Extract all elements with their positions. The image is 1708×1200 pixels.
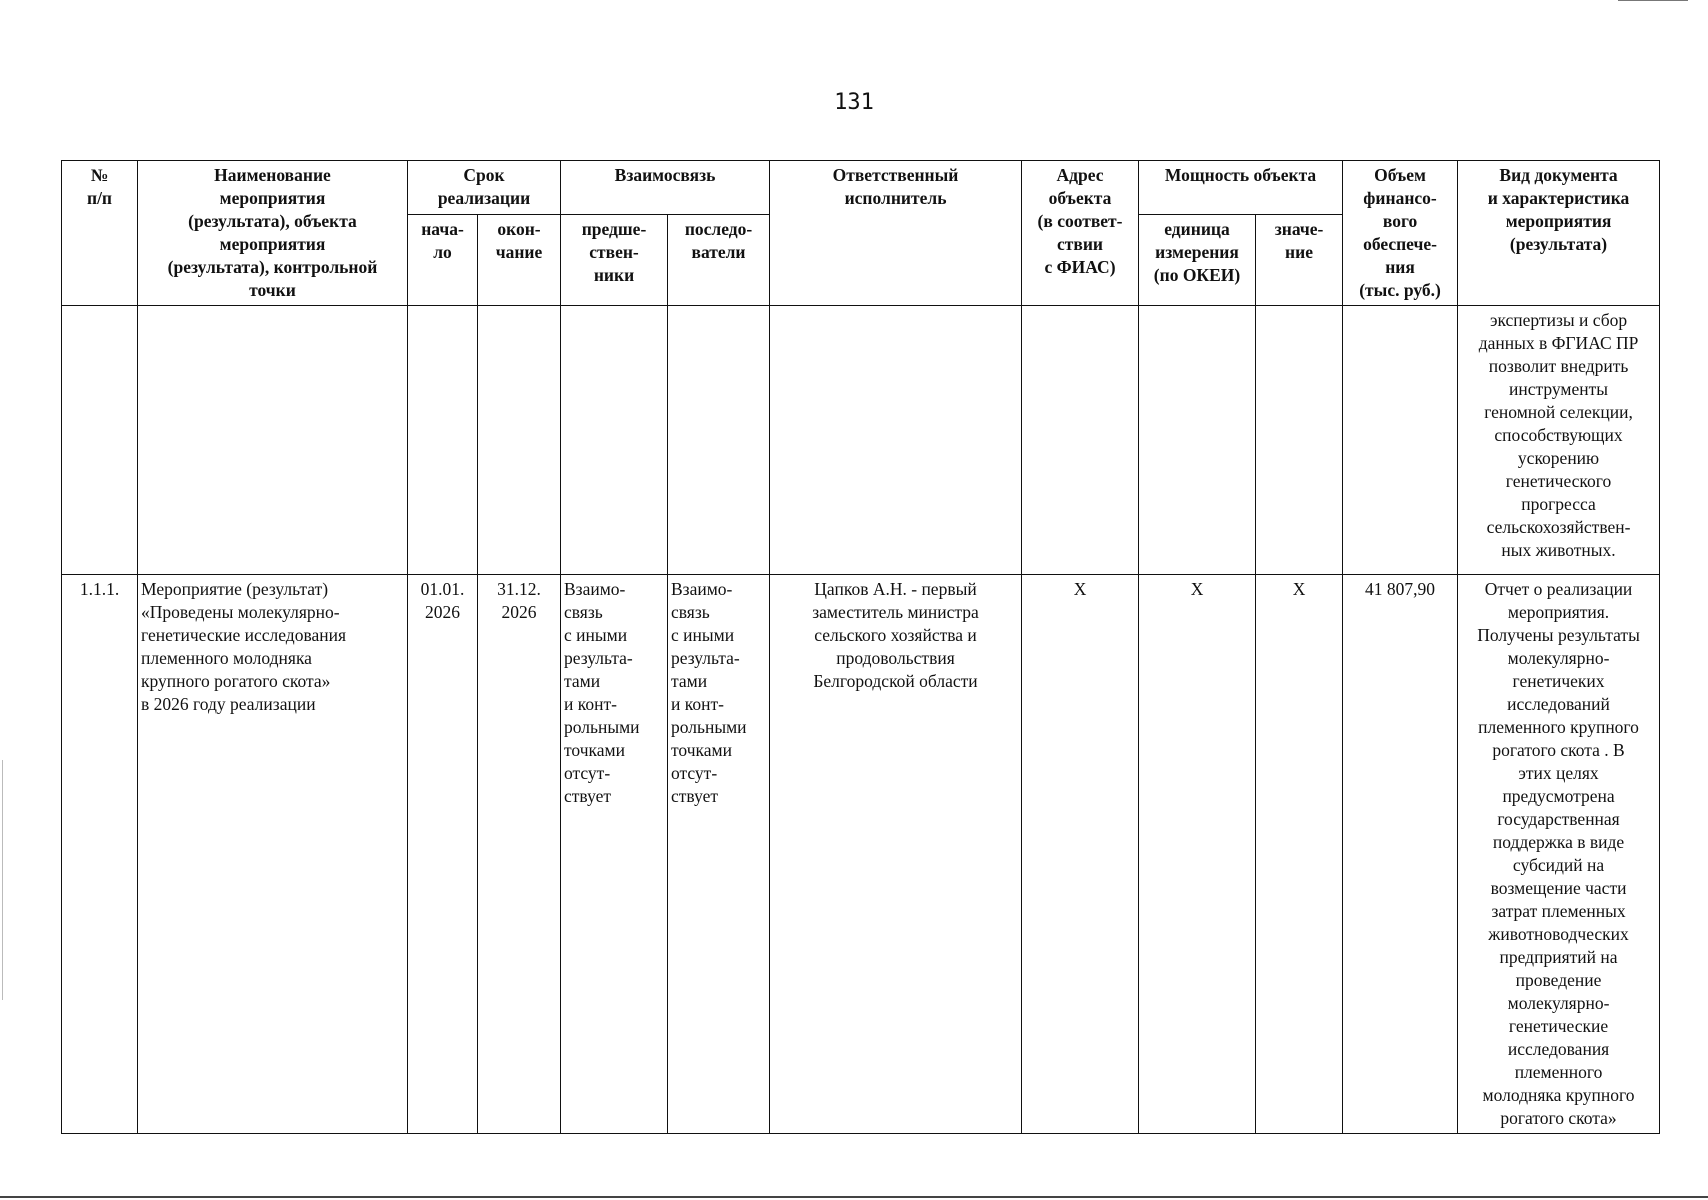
scan-edge-line <box>0 1196 1708 1198</box>
col-header-link-next: последо- ватели <box>668 214 770 305</box>
cell-prev <box>561 306 668 575</box>
cell-name <box>138 306 408 575</box>
cell-num: 1.1.1. <box>62 575 138 1134</box>
cell-executor: Цапков А.Н. - первый заместитель министра сельского хозяйства и продовольствия Белгородской области <box>770 575 1022 1134</box>
col-header-capacity: Мощность объекта <box>1139 161 1343 215</box>
cell-funding <box>1343 306 1458 575</box>
table-row-1-1-1 <box>62 575 1660 1134</box>
cell-executor <box>770 306 1022 575</box>
col-header-link-prev: предше- ствен- ники <box>561 214 668 305</box>
plan-table <box>61 160 1660 1134</box>
col-header-capacity-value: значе- ние <box>1256 214 1343 305</box>
cell-address: X <box>1022 575 1139 1134</box>
cell-start: 01.01. 2026 <box>408 575 478 1134</box>
cell-start <box>408 306 478 575</box>
header-row-1 <box>62 161 1660 215</box>
col-header-funding: Объем финансо- вого обеспече- ния (тыс. руб.) <box>1343 161 1458 306</box>
col-header-doc-type: Вид документа и характеристика мероприятия (результата) <box>1458 161 1660 306</box>
cell-value <box>1256 306 1343 575</box>
cell-end <box>478 306 561 575</box>
cell-prev: Взаимо- связь с иными результа- тами и конт- рольными точками отсут- ствует <box>561 575 668 1134</box>
cell-doc: экспертизы и сбор данных в ФГИАС ПР позволит внедрить инструменты геномной селекции, способствующих ускорению генетического прогресса сельскохозяйствен- ных животных. <box>1458 306 1660 575</box>
col-header-name: Наименование мероприятия (результата), объекта мероприятия (результата), контрольной точки <box>138 161 408 306</box>
cell-num <box>62 306 138 575</box>
cell-unit: X <box>1139 575 1256 1134</box>
cell-funding: 41 807,90 <box>1343 575 1458 1134</box>
cell-next: Взаимо- связь с иными результа- тами и конт- рольными точками отсут- ствует <box>668 575 770 1134</box>
col-header-link: Взаимосвязь <box>561 161 770 215</box>
table-row-continuation <box>62 306 1660 575</box>
col-header-num: № п/п <box>62 161 138 306</box>
cell-next <box>668 306 770 575</box>
cell-unit <box>1139 306 1256 575</box>
cell-value: X <box>1256 575 1343 1134</box>
col-header-address: Адрес объекта (в соответ- ствии с ФИАС) <box>1022 161 1139 306</box>
scan-artifact-left <box>2 760 3 1000</box>
col-header-period-end: окон- чание <box>478 214 561 305</box>
page-number: 131 <box>834 90 874 115</box>
cell-name: Мероприятие (результат) «Проведены молекулярно- генетические исследования племенного молодняка крупного рогатого скота» в 2026 году реализации <box>138 575 408 1134</box>
col-header-executor: Ответственный исполнитель <box>770 161 1022 306</box>
col-header-capacity-unit: единица измерения (по ОКЕИ) <box>1139 214 1256 305</box>
cell-address <box>1022 306 1139 575</box>
col-header-period: Срок реализации <box>408 161 561 215</box>
scan-artifact-top <box>1618 0 1688 1</box>
col-header-period-start: нача- ло <box>408 214 478 305</box>
cell-end: 31.12. 2026 <box>478 575 561 1134</box>
cell-doc: Отчет о реализации мероприятия. Получены результаты молекулярно- генетичеких исследований племенного крупного рогатого скота . В этих целях предусмотрена государственная поддержка в виде субсидий на возмещение части затрат племенных животноводческих предприятий на проведение молекулярно- генетические исследования племенного молодняка крупного рогатого скота» <box>1458 575 1660 1134</box>
